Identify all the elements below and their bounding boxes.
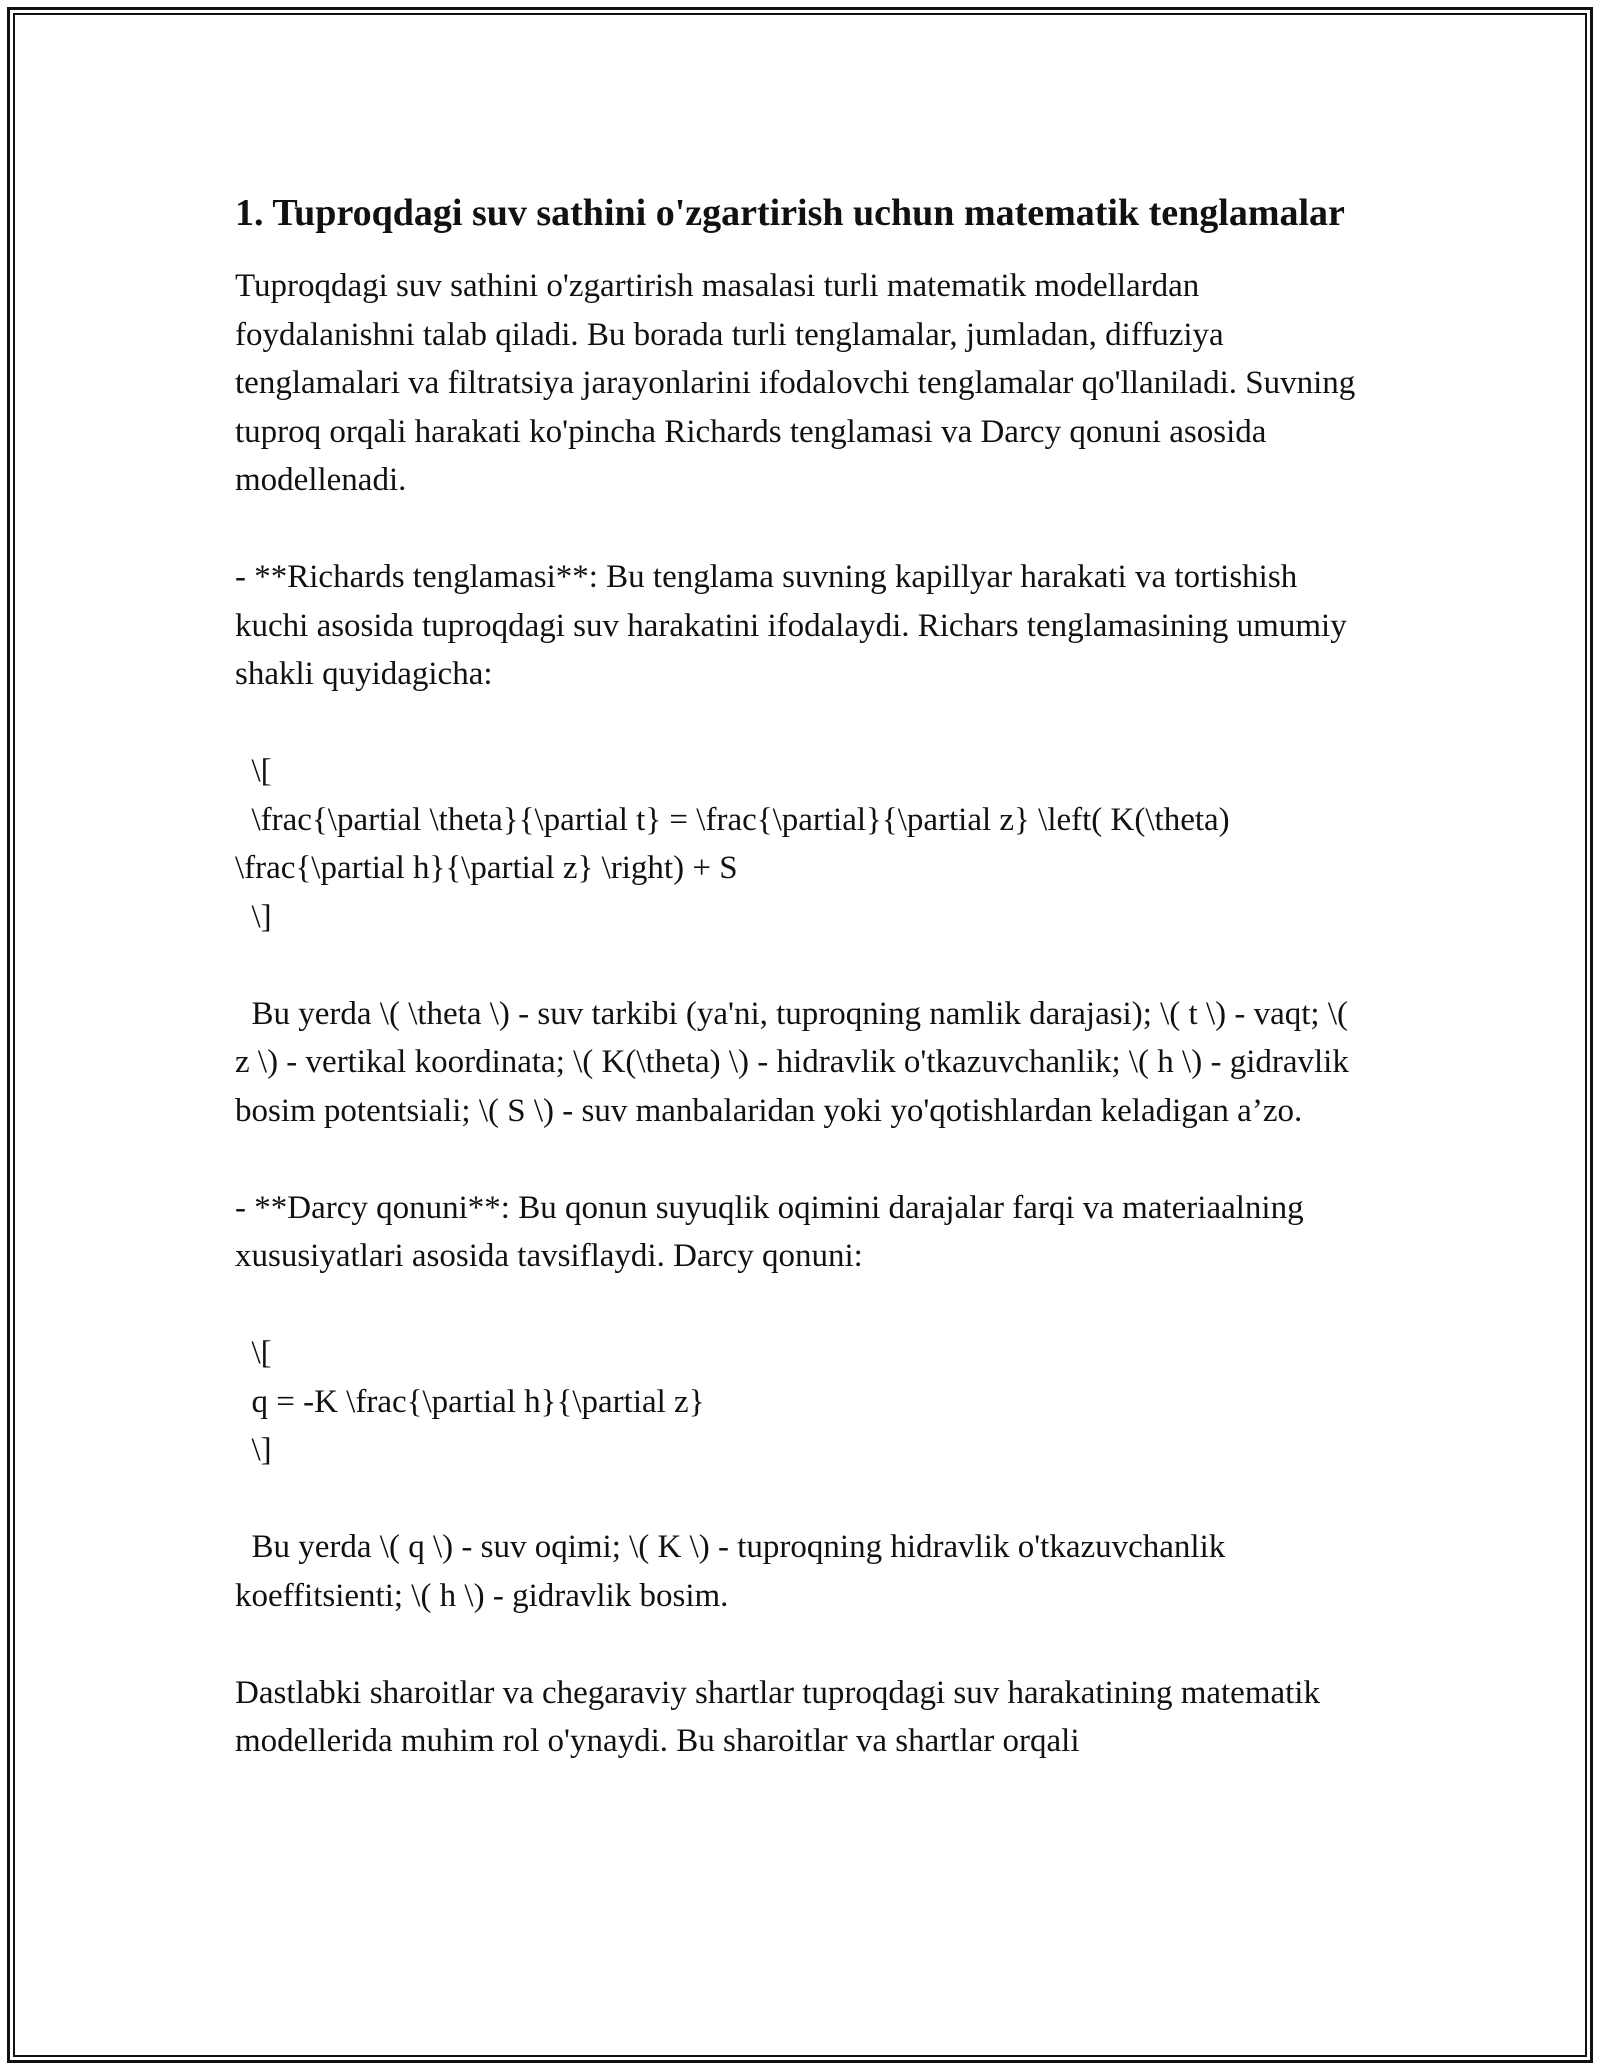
richards-intro: - **Richards tenglamasi**: Bu tenglama suvning kapillyar harakati va tortishish kuchi asosida tuproqdagi suv harakatini ifodalaydi. Richars tenglamasining umumiy shakli quyidagicha: <box>235 559 1355 692</box>
closing-paragraph: Dastlabki sharoitlar va chegaraviy shartlar tuproqdagi suv harakatining matematik modellerida muhim rol o'ynaydi. Bu sharoitlar va shartlar orqali <box>235 1674 1329 1759</box>
paragraph-gap <box>235 505 1365 554</box>
paragraph-gap <box>235 1620 1365 1669</box>
darcy-intro: - **Darcy qonuni**: Bu qonun suyuqlik oqimini darajalar farqi va materiaalning xususiyatlari asosida tavsiflaydi. Darcy qonuni: <box>235 1189 1312 1274</box>
darcy-explanation: Bu yerda \( q \) - suv oqimi; \( K \) - tuproqning hidravlik o'tkazuvchanlik koeffitsienti; \( h \) - gidravlik bosim. <box>235 1529 1234 1614</box>
paragraph-gap <box>235 699 1365 748</box>
intro-paragraph: Tuproqdagi suv sathini o'zgartirish masalasi turli matematik modellardan foydalanishni talab qiladi. Bu borada turli tenglamalar, jumladan, diffuziya tenglamalari va filtratsiya jarayonlarini ifodalovchi tenglamalar qo'llaniladi. Suvning tuproq orqali harakati ko'pincha Richards tenglamasi va Darcy qonuni asosida modellenadi. <box>235 268 1364 498</box>
darcy-formula: \[ q = -K \frac{\partial h}{\partial z} \] <box>251 1335 705 1468</box>
paragraph-gap <box>235 1135 1365 1184</box>
section-heading: 1. Tuproqdagi suv sathini o'zgartirish uchun matematik tenglamalar <box>235 192 1345 234</box>
richards-formula: \[ \frac{\partial \theta}{\partial t} = \frac{\partial}{\partial z} \left( K(\theta) \frac{\partial h}{\partial z} \right) + S \] <box>235 753 1230 935</box>
document-body <box>235 186 1365 1766</box>
richards-explanation: Bu yerda \( \theta \) - suv tarkibi (ya'ni, tuproqning namlik darajasi); \( t \) - vaqt; \( z \) - vertikal koordinata; \( K(\theta) \) - hidravlik o'tkazuvchanlik; \( h \) - gidravlik bosim potentsiali; \( S \) - suv manbalaridan yoki yo'qotishlardan keladigan a’zo. <box>235 995 1358 1129</box>
paragraph-gap <box>235 941 1365 990</box>
paragraph-gap <box>235 1281 1365 1330</box>
paragraph-gap <box>235 1475 1365 1524</box>
